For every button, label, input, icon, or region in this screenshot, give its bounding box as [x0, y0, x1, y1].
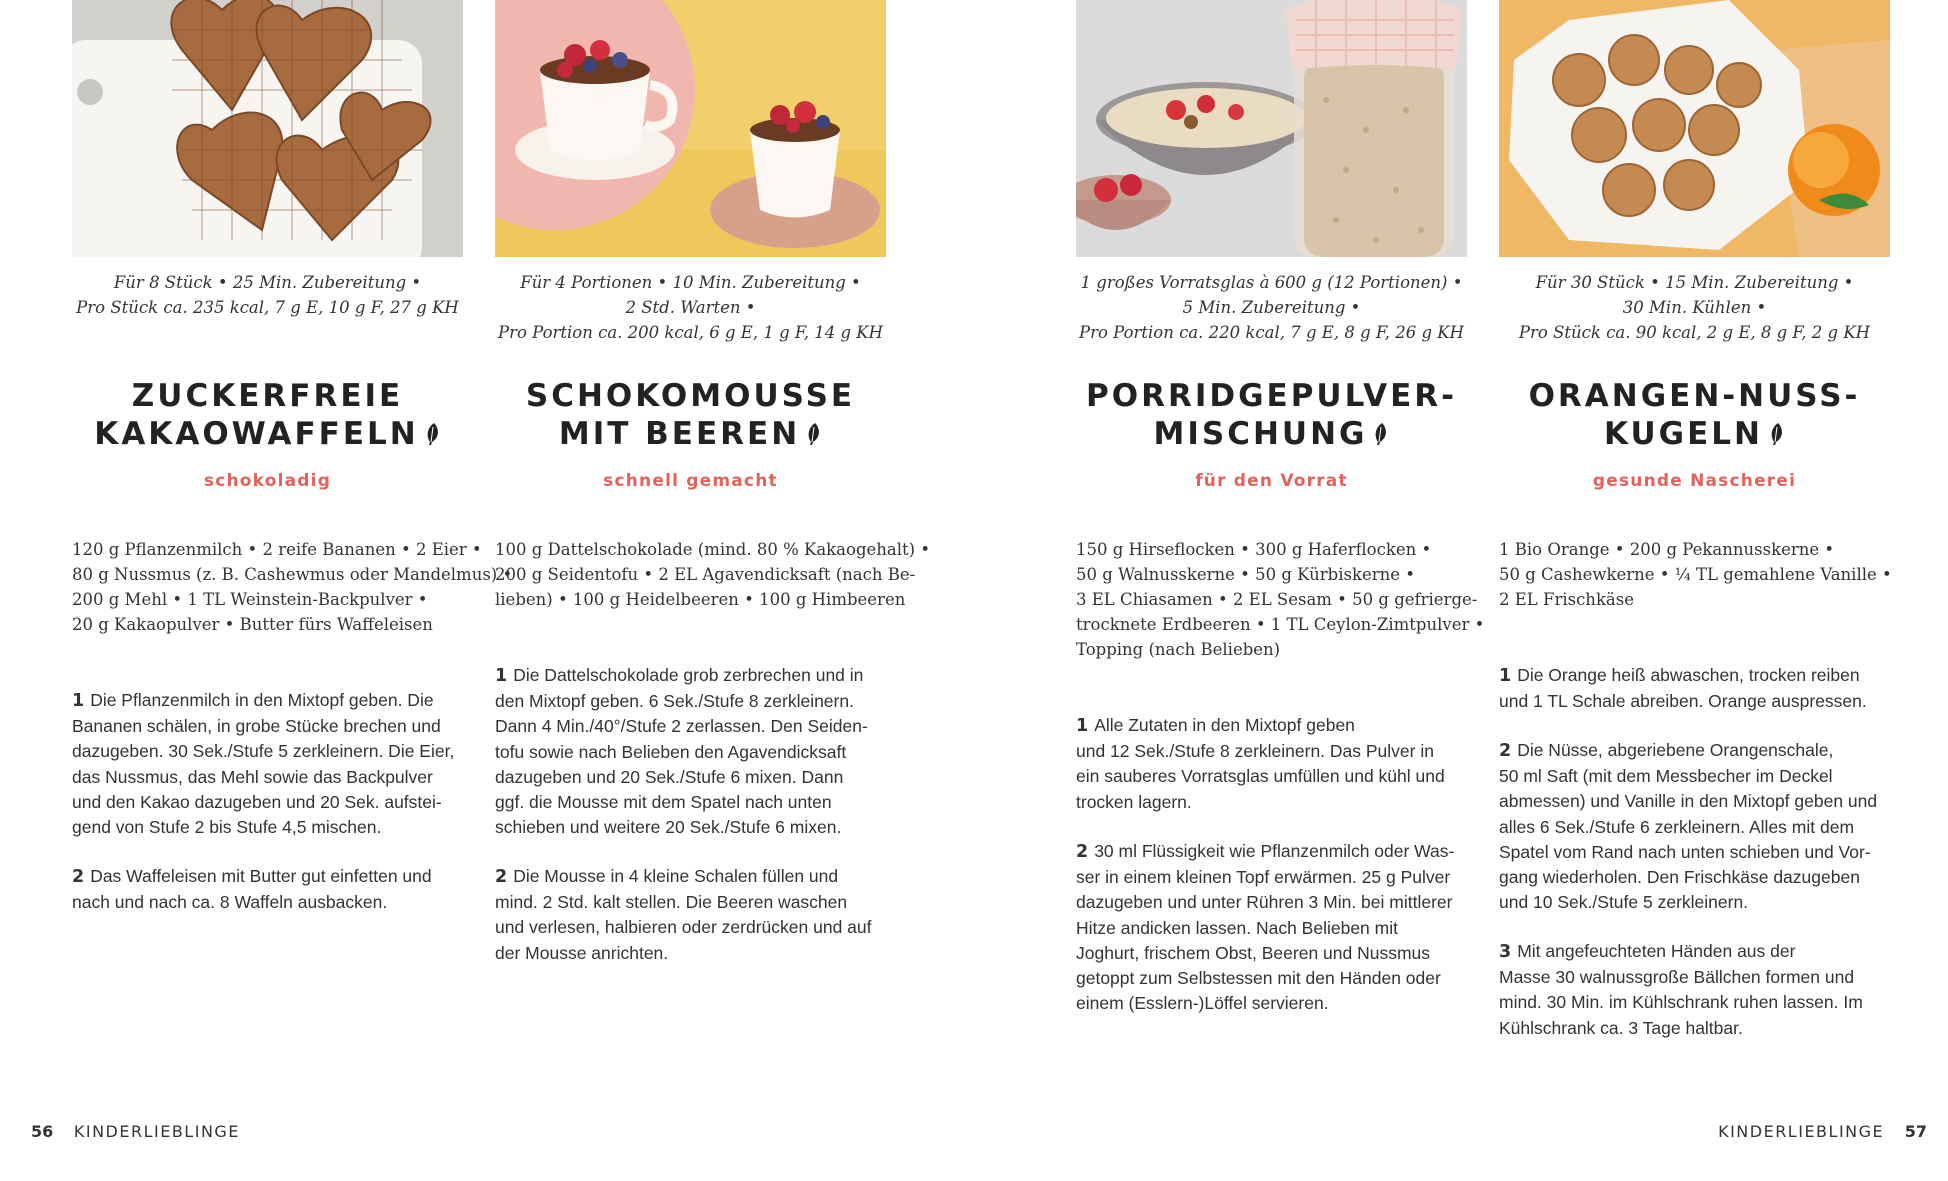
step-2: 2 30 ml Flüssigkeit wie Pflanzenmilch oder Was- ser in einem kleinen Topf erwärmen. 25 g Pulver dazugeben und unter Rühren 3 Min. bei mittlerer Hitze andicken lassen. Nach Belieben mit Joghurt, frischem Obst, Beeren und Nussmus getoppt zum Selbstessen mit den Händen oder einem (Esslern-)Löffel servieren. — [1076, 841, 1455, 1014]
leaf-icon — [1373, 417, 1389, 455]
footer-left — [31, 1122, 240, 1141]
step-2: 2 Das Waffeleisen mit Butter gut einfetten und nach und nach ca. 8 Waffeln ausbacken. — [72, 866, 432, 913]
ingredients-list: 120 g Pflanzenmilch • 2 reife Bananen • 2 Eier • 80 g Nussmus (z. B. Cashewmus oder Mandelmus) • 200 g Mehl • 1 TL Weinstein-Backpulver • 20 g Kakaopulver • Butter fürs Waffeleisen — [72, 540, 513, 634]
leaf-icon — [425, 417, 441, 455]
step-1: 1 Die Orange heiß abwaschen, trocken reiben und 1 TL Schale abreiben. Orange auspressen. — [1499, 665, 1867, 712]
recipe-title: ZUCKERFREIE KAKAOWAFFELN — [72, 377, 463, 455]
step-1: 1 Die Pflanzenmilch in den Mixtopf geben. Die Bananen schälen, in grobe Stücke brechen und dazugeben. 30 Sek./Stufe 5 zerkleinern. Die Eier, das Nussmus, das Mehl sowie das Backpulver und den Kakao dazugeben und 20 Sek. aufstei- gend von Stufe 2 bis Stufe 4,5 mischen. — [72, 690, 455, 838]
recipe-column-orange-balls — [1499, 0, 1892, 1038]
footer-right — [1718, 1122, 1927, 1141]
recipe-column-porridge — [1076, 0, 1485, 1014]
step-3: 3 Mit angefeuchteten Händen aus der Masse 30 walnussgroße Bällchen formen und mind. 30 Min. im Kühlschrank ruhen lassen. Im Kühlschrank ca. 3 Tage haltbar. — [1499, 941, 1863, 1038]
recipe-tagline: schokoladig — [203, 470, 332, 491]
recipe-title: SCHOKOMOUSSE MIT BEEREN — [495, 377, 886, 455]
section-name: KINDERLIEBLINGE — [1718, 1122, 1885, 1141]
recipe-column-mousse — [495, 0, 931, 963]
ingredients-list: 150 g Hirseflocken • 300 g Haferflocken • 50 g Walnusskerne • 50 g Kürbiskerne • 3 EL Chiasamen • 2 EL Sesam • 50 g gefrierge- trocknete Erdbeeren • 1 TL Ceylon-Zimtpulver • Topping (nach Belieben) — [1076, 540, 1485, 659]
step-1: 1 Die Dattelschokolade grob zerbrechen und in den Mixtopf geben. 6 Sek./Stufe 8 zerkleinern. Dann 4 Min./40°/Stufe 2 zerlassen. Den Seiden- tofu sowie nach Belieben den Agavendicksaft dazugeben und 20 Sek./Stufe 6 mixen. Dann ggf. die Mousse mit dem Spatel nach unten schieben und weitere 20 Sek./Stufe 6 mixen. — [495, 665, 868, 838]
leaf-icon — [1769, 417, 1785, 455]
recipe-column-waffles — [72, 0, 513, 913]
recipe-meta: Für 8 Stück • 25 Min. Zubereitung • Pro Stück ca. 235 kcal, 7 g E, 10 g F, 27 g KH — [76, 273, 459, 317]
recipe-tagline: gesunde Nascherei — [1592, 470, 1797, 491]
recipe-title: ORANGEN-NUSS- KUGELN — [1499, 377, 1890, 455]
ingredients-list: 100 g Dattelschokolade (mind. 80 % Kakaogehalt) • 200 g Seidentofu • 2 EL Agavendicksaft (nach Be- lieben) • 100 g Heidelbeeren • 100 g Himbeeren — [495, 540, 931, 609]
recipe-tagline: schnell gemacht — [603, 470, 778, 491]
section-name: KINDERLIEBLINGE — [73, 1122, 240, 1141]
recipe-meta: Für 4 Portionen • 10 Min. Zubereitung • 2 Std. Warten • Pro Portion ca. 200 kcal, 6 g E, 1 g F, 14 g KH — [497, 273, 884, 342]
recipe-meta: 1 großes Vorratsglas à 600 g (12 Portionen) • 5 Min. Zubereitung • Pro Portion ca. 220 kcal, 7 g E, 8 g F, 26 g KH — [1078, 273, 1465, 342]
step-2: 2 Die Mousse in 4 kleine Schalen füllen und mind. 2 Std. kalt stellen. Die Beeren waschen und verlesen, halbieren oder zerdrücken und auf der Mousse anrichten. — [495, 866, 872, 963]
recipe-title: PORRIDGEPULVER- MISCHUNG — [1076, 377, 1467, 455]
waffles-photo — [72, 0, 463, 257]
mousse-photo — [495, 0, 886, 257]
step-1: 1 Alle Zutaten in den Mixtopf geben und 12 Sek./Stufe 8 zerkleinern. Das Pulver in ein sauberes Vorratsglas umfüllen und kühl und trocken lagern. — [1076, 715, 1445, 812]
page-number: 56 — [31, 1122, 54, 1141]
leaf-icon — [806, 417, 822, 455]
porridge-photo — [1076, 0, 1467, 257]
step-2: 2 Die Nüsse, abgeriebene Orangenschale, 50 ml Saft (mit dem Messbecher im Deckel abmessen) und Vanille in den Mixtopf geben und alles 6 Sek./Stufe 6 zerkleinern. Alles mit dem Spatel vom Rand nach unten schieben und Vor- gang wiederholen. Den Frischkäse dazugeben und 10 Sek./Stufe 5 zerkleinern. — [1499, 740, 1878, 913]
recipe-tagline: für den Vorrat — [1195, 470, 1348, 491]
recipe-meta: Für 30 Stück • 15 Min. Zubereitung • 30 Min. Kühlen • Pro Stück ca. 90 kcal, 2 g E, 8 g F, 2 g KH — [1518, 273, 1871, 342]
page-number: 57 — [1904, 1122, 1927, 1141]
ingredients-list: 1 Bio Orange • 200 g Pekannusskerne • 50 g Cashewkerne • ¼ TL gemahlene Vanille • 2 EL Frischkäse — [1499, 540, 1892, 609]
nut-balls-photo — [1499, 0, 1890, 257]
